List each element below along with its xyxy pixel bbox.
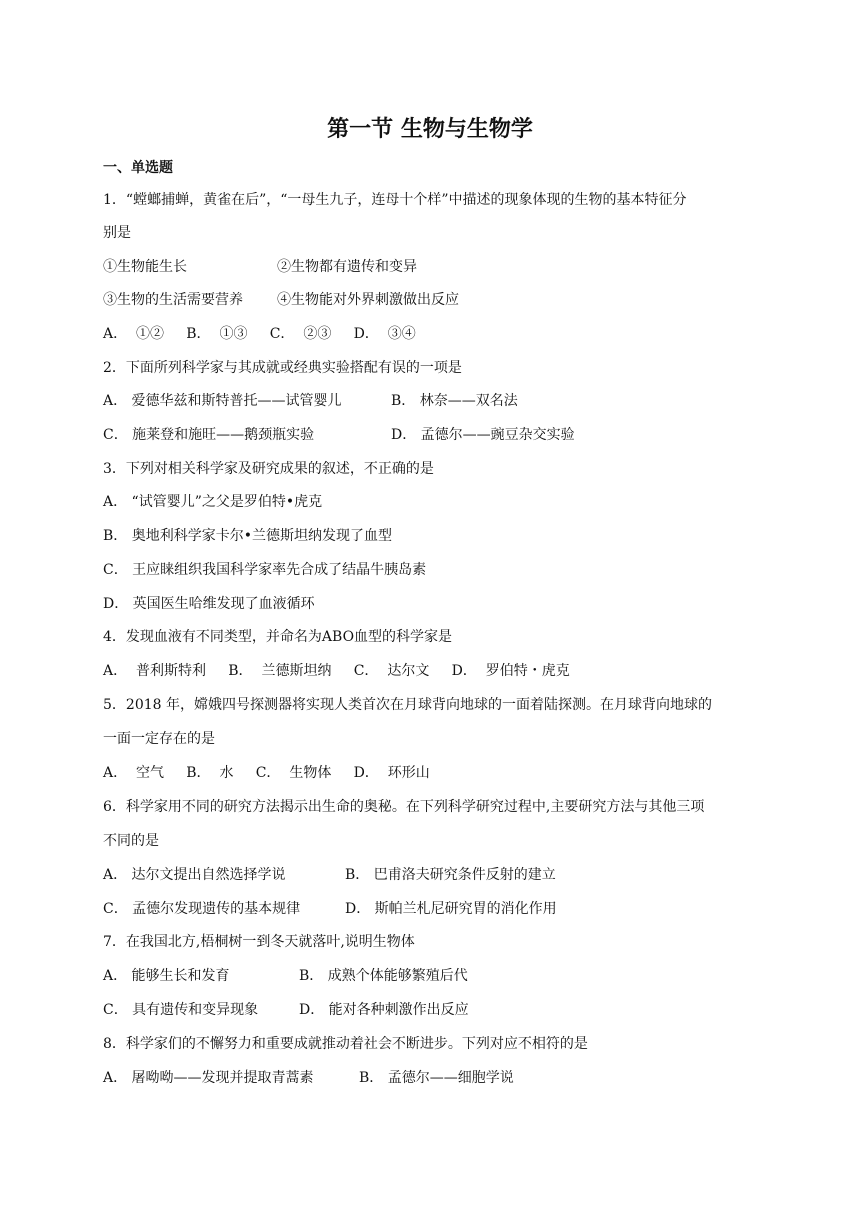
question-1-stem-cont: 别是 <box>103 225 131 241</box>
question-2-options-row1 <box>103 391 518 411</box>
statement-2: ②生物都有遗传和变异 <box>277 259 417 275</box>
option-a: A． 爱德华兹和斯特普托——试管婴儿 <box>103 393 342 409</box>
option-d: D． 孟德尔——豌豆杂交实验 <box>391 427 575 443</box>
question-5-stem-cont: 一面一定存在的是 <box>103 731 215 747</box>
option-c: C． 具有遗传和变异现象 <box>103 1002 259 1018</box>
option-a: A． 达尔文提出自然选择学说 <box>103 867 286 883</box>
page-title: 第一节 生物与生物学 <box>327 117 533 142</box>
question-1-stem: 1．“螳螂捕蝉，黄雀在后”，“一母生九子，连母十个样”中描述的现象体现的生物的基本特征分 <box>103 192 687 208</box>
question-8-options-row1 <box>103 1068 514 1088</box>
question-3-stem: 3．下列对相关科学家及研究成果的叙述，不正确的是 <box>103 461 434 477</box>
question-1-statements-row2 <box>103 290 459 310</box>
question-2-options-row2 <box>103 425 575 445</box>
question-6-options-row1 <box>103 865 556 885</box>
question-6-stem: 6．科学家用不同的研究方法揭示出生命的奥秘。在下列科学研究过程中,主要研究方法与其他三项 <box>103 799 705 815</box>
option-d: D． 能对各种刺激作出反应 <box>299 1002 469 1018</box>
question-6-stem-cont: 不同的是 <box>103 833 159 849</box>
option-c: C． 施莱登和施旺——鹅颈瓶实验 <box>103 427 315 443</box>
question-3-option-b: B． 奥地利科学家卡尔•兰德斯坦纳发现了血型 <box>103 528 392 544</box>
option-c: C． 孟德尔发现遗传的基本规律 <box>103 901 301 917</box>
question-7-stem: 7．在我国北方,梧桐树一到冬天就落叶,说明生物体 <box>103 934 415 950</box>
question-7-options-row1 <box>103 966 468 986</box>
section-heading: 一、单选题 <box>103 160 173 176</box>
option-b: B． 巴甫洛夫研究条件反射的建立 <box>345 867 556 883</box>
statement-1: ①生物能生长 <box>103 259 187 275</box>
option-b: B． 成熟个体能够繁殖后代 <box>299 968 468 984</box>
question-3-option-c: C． 王应睐组织我国科学家率先合成了结晶牛胰岛素 <box>103 562 427 578</box>
question-8-stem: 8．科学家们的不懈努力和重要成就推动着社会不断进步。下列对应不相符的是 <box>103 1036 588 1052</box>
option-a: A． 能够生长和发育 <box>103 968 230 984</box>
statement-3: ③生物的生活需要营养 <box>103 292 243 308</box>
question-5-stem: 5．2018 年，嫦娥四号探测器将实现人类首次在月球背向地球的一面着陆探测。在月球背向地球的 <box>103 697 712 713</box>
question-1-options: A． ①② B． ①③ C． ②③ D． ③④ <box>103 326 416 342</box>
question-2-stem: 2．下面所列科学家与其成就或经典实验搭配有误的一项是 <box>103 360 462 376</box>
option-b: B． 林奈——双名法 <box>391 393 518 409</box>
question-1-statements-row1 <box>103 257 417 277</box>
option-d: D． 斯帕兰札尼研究胃的消化作用 <box>345 901 557 917</box>
option-a: A． 屠呦呦——发现并提取青蒿素 <box>103 1070 314 1086</box>
question-4-stem: 4．发现血液有不同类型，并命名为ABO血型的科学家是 <box>103 629 453 645</box>
question-7-options-row2 <box>103 1000 469 1020</box>
question-5-options: A． 空气 B． 水 C． 生物体 D． 环形山 <box>103 765 430 781</box>
question-4-options: A． 普利斯特利 B． 兰德斯坦纳 C． 达尔文 D． 罗伯特・虎克 <box>103 663 570 679</box>
option-b: B． 孟德尔——细胞学说 <box>359 1070 514 1086</box>
statement-4: ④生物能对外界刺激做出反应 <box>277 292 459 308</box>
question-6-options-row2 <box>103 899 557 919</box>
question-3-option-d: D． 英国医生哈维发现了血液循环 <box>103 596 315 612</box>
question-3-option-a: A． “试管婴儿”之父是罗伯特•虎克 <box>103 494 323 510</box>
